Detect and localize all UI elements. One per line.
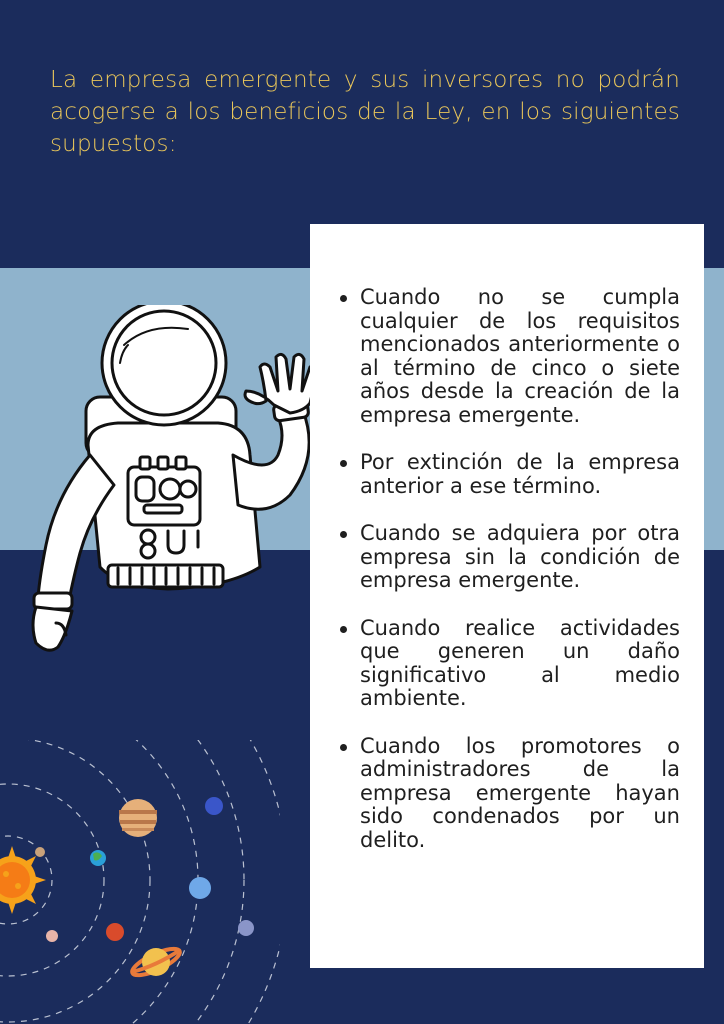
astronaut-illustration [28, 305, 328, 655]
planet-uranus-icon [189, 877, 211, 899]
list-item: Por extinción de la empresa anterior a ese término. [340, 451, 680, 498]
planet-pluto-icon [238, 920, 254, 936]
conditions-card [310, 224, 704, 968]
list-item: Cuando se adquiera por otra empresa sin la condición de empresa emergente. [340, 522, 680, 593]
planet-jupiter-icon [119, 799, 157, 837]
conditions-list [340, 286, 680, 876]
planet-venus-icon [46, 930, 58, 942]
planet-neptune-icon [205, 797, 223, 815]
list-item: Cuando los promotores o administradores de la empresa emergente hayan sido condenados por un delito. [340, 735, 680, 853]
list-item: Cuando no se cumpla cualquier de los requisitos mencionados anteriormente o al término de cinco o siete años desde la creación de la empresa emergente. [340, 286, 680, 427]
planet-mercury-icon [35, 847, 45, 857]
intro-text: La empresa emergente y sus inversores no podrán acogerse a los beneficios de la Ley, en los siguientes supuestos: [50, 67, 680, 157]
solar-system-illustration [0, 740, 280, 1024]
planet-saturn-icon [129, 944, 183, 980]
planet-mars-icon [106, 923, 124, 941]
list-item: Cuando realice actividades que generen un daño significativo al medio ambiente. [340, 617, 680, 711]
